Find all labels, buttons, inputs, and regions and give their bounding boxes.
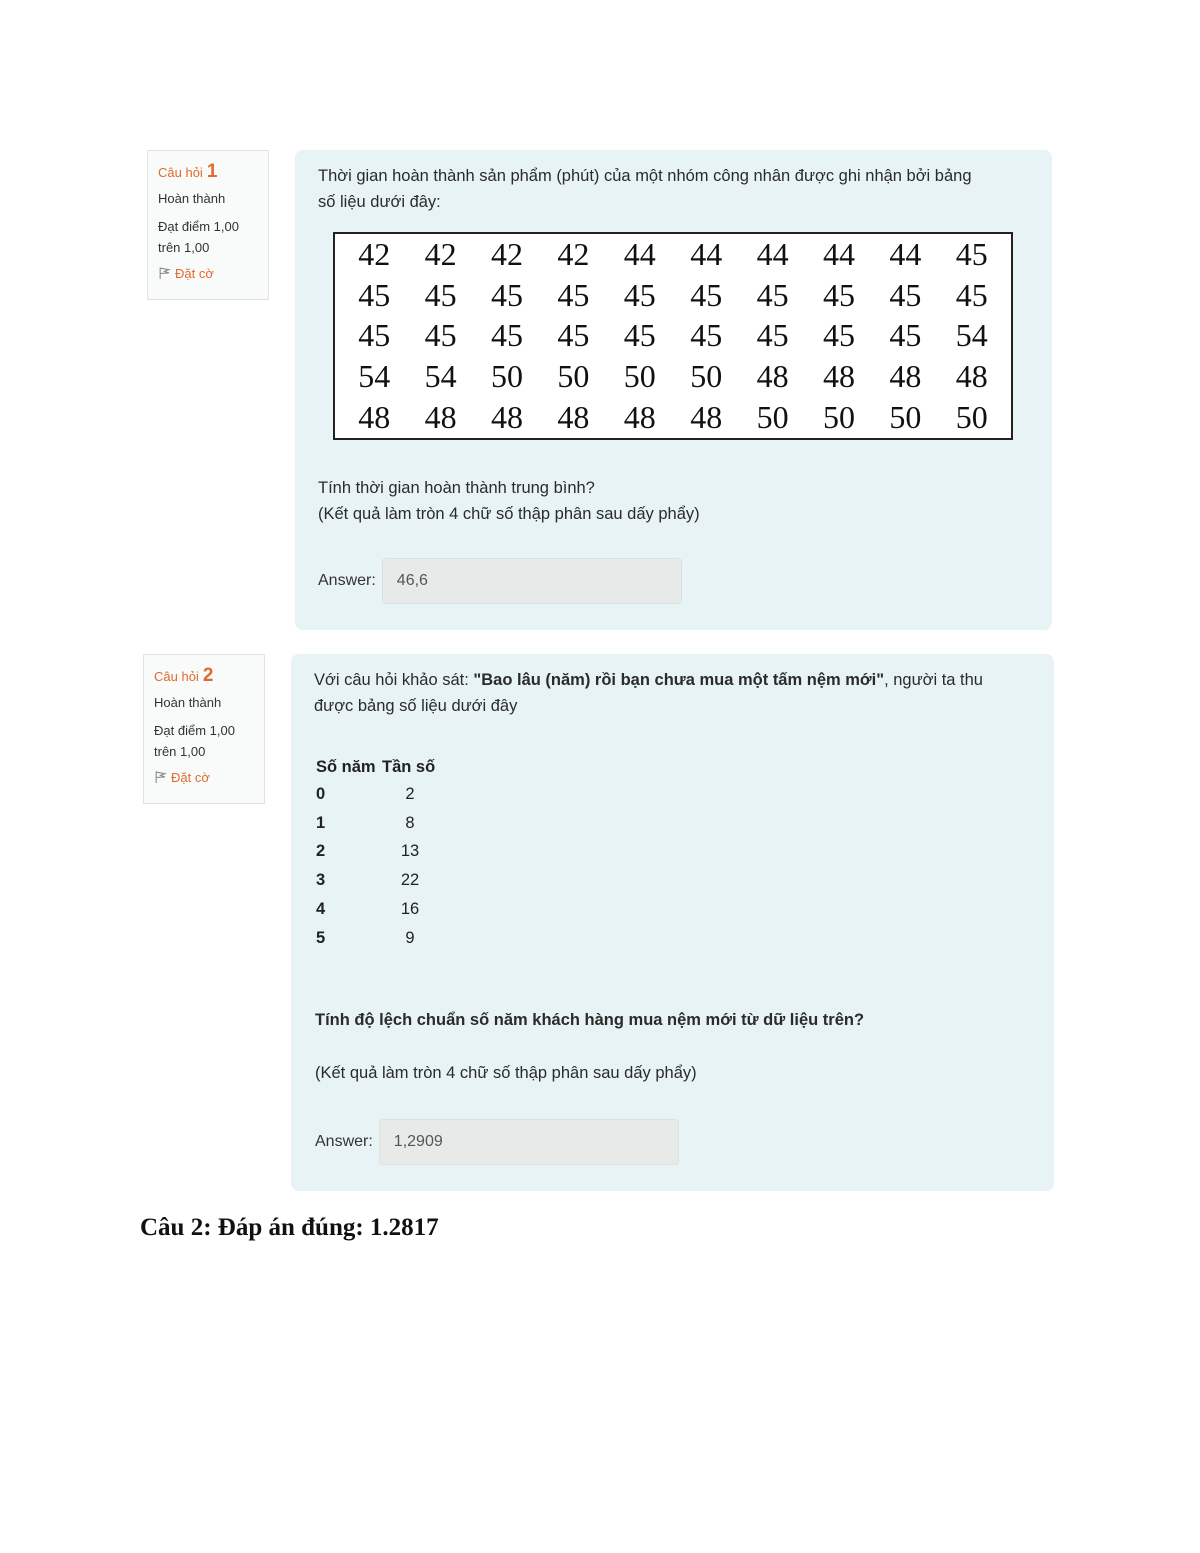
question-2-answer-row bbox=[315, 1119, 679, 1165]
data-cell: 48 bbox=[358, 399, 391, 436]
header-years: Số năm bbox=[316, 758, 376, 776]
question-1-number: Câu hỏi 1 bbox=[158, 161, 218, 182]
data-cell: 45 bbox=[822, 276, 855, 313]
question-1-answer-row bbox=[318, 558, 682, 604]
data-cell: 48 bbox=[822, 358, 855, 395]
data-cell: 45 bbox=[889, 276, 922, 313]
question-2-info bbox=[143, 654, 265, 804]
data-cell: 45 bbox=[822, 317, 855, 354]
table-row bbox=[316, 780, 438, 809]
table-row bbox=[316, 895, 438, 924]
table-row bbox=[316, 866, 438, 895]
data-cell: 45 bbox=[358, 276, 391, 313]
question-1-prompt: Tính thời gian hoàn thành trung bình? (Kết quả làm tròn 4 chữ số thập phân sau dấy phẩy) bbox=[318, 479, 700, 523]
data-cell: 45 bbox=[756, 276, 789, 313]
question-1-text: Thời gian hoàn thành sản phẩm (phút) của một nhóm công nhân được ghi nhận bởi bảng số liệu dưới đây: bbox=[318, 167, 972, 211]
data-cell: 42 bbox=[557, 235, 590, 272]
data-cell: 42 bbox=[490, 235, 523, 272]
data-cell: 45 bbox=[623, 276, 656, 313]
data-cell: 42 bbox=[358, 235, 391, 272]
data-cell: 50 bbox=[756, 399, 789, 436]
flag-icon bbox=[158, 267, 171, 280]
data-cell: 48 bbox=[557, 399, 590, 436]
data-cell: 48 bbox=[623, 399, 656, 436]
frequency-cell: 16 bbox=[400, 900, 420, 919]
data-cell: 54 bbox=[424, 358, 457, 395]
frequency-cell: 2 bbox=[405, 784, 415, 803]
question-1-answer-input[interactable]: 46,6 bbox=[382, 558, 682, 604]
question-2-frequency-table bbox=[316, 758, 438, 953]
flag-icon bbox=[154, 771, 167, 784]
data-cell: 45 bbox=[424, 317, 457, 354]
data-cell: 50 bbox=[690, 358, 723, 395]
data-cell: 45 bbox=[756, 317, 789, 354]
data-cell: 44 bbox=[623, 235, 656, 272]
data-cell: 45 bbox=[623, 317, 656, 354]
data-cell: 44 bbox=[756, 235, 789, 272]
question-1-data-table bbox=[333, 232, 1013, 440]
data-cell: 45 bbox=[557, 276, 590, 313]
question-2-flag-button[interactable]: Đặt cờ bbox=[154, 770, 264, 785]
frequency-cell: 13 bbox=[400, 842, 420, 861]
question-2-answer-input[interactable]: 1,2909 bbox=[379, 1119, 679, 1165]
frequency-cell: 22 bbox=[400, 871, 420, 890]
table-row bbox=[316, 924, 438, 953]
years-cell: 5 bbox=[316, 928, 326, 947]
data-cell: 50 bbox=[623, 358, 656, 395]
data-cell: 45 bbox=[358, 317, 391, 354]
frequency-table-header bbox=[316, 758, 438, 780]
data-cell: 48 bbox=[490, 399, 523, 436]
data-cell: 42 bbox=[424, 235, 457, 272]
data-cell: 48 bbox=[690, 399, 723, 436]
data-cell: 44 bbox=[822, 235, 855, 272]
table-row bbox=[316, 838, 438, 867]
years-cell: 2 bbox=[316, 842, 326, 861]
question-1-info bbox=[147, 150, 269, 300]
data-cell: 45 bbox=[889, 317, 922, 354]
data-cell: 48 bbox=[756, 358, 789, 395]
header-frequency: Tần số bbox=[382, 758, 436, 776]
data-cell: 45 bbox=[690, 276, 723, 313]
data-cell: 44 bbox=[690, 235, 723, 272]
frequency-cell: 8 bbox=[405, 813, 415, 832]
question-1-grade: Đạt điểm 1,00 trên 1,00 bbox=[158, 219, 239, 255]
data-cell: 50 bbox=[490, 358, 523, 395]
data-cell: 45 bbox=[557, 317, 590, 354]
data-cell: 54 bbox=[955, 317, 988, 354]
data-cell: 54 bbox=[358, 358, 391, 395]
data-cell: 48 bbox=[889, 358, 922, 395]
answer-label: Answer: bbox=[315, 1133, 373, 1150]
data-cell: 44 bbox=[889, 235, 922, 272]
question-1-state: Hoàn thành bbox=[158, 191, 226, 206]
data-cell: 45 bbox=[955, 235, 988, 272]
question-2-grade: Đạt điểm 1,00 trên 1,00 bbox=[154, 723, 235, 759]
years-cell: 4 bbox=[316, 900, 326, 919]
answer-label: Answer: bbox=[318, 572, 376, 589]
frequency-cell: 9 bbox=[405, 928, 415, 947]
correct-answer-note: Câu 2: Đáp án đúng: 1.2817 bbox=[140, 1214, 439, 1241]
years-cell: 1 bbox=[316, 813, 326, 832]
data-cell: 50 bbox=[889, 399, 922, 436]
table-row bbox=[316, 809, 438, 838]
question-2-text: Với câu hỏi khảo sát: "Bao lâu (năm) rồi bạn chưa mua một tấm nệm mới", người ta thu được bảng số liệu dưới đây bbox=[314, 671, 983, 715]
data-cell: 45 bbox=[490, 276, 523, 313]
years-cell: 3 bbox=[316, 871, 326, 890]
data-cell: 48 bbox=[955, 358, 988, 395]
question-2-prompt: Tính độ lệch chuẩn số năm khách hàng mua nệm mới từ dữ liệu trên? bbox=[315, 1011, 865, 1029]
data-cell: 50 bbox=[955, 399, 988, 436]
data-cell: 50 bbox=[822, 399, 855, 436]
data-cell: 45 bbox=[424, 276, 457, 313]
data-cell: 45 bbox=[490, 317, 523, 354]
question-2-state: Hoàn thành bbox=[154, 695, 222, 710]
data-cell: 45 bbox=[955, 276, 988, 313]
data-cell: 48 bbox=[424, 399, 457, 436]
data-cell: 45 bbox=[690, 317, 723, 354]
question-1-flag-button[interactable]: Đặt cờ bbox=[158, 266, 268, 281]
question-2-note: (Kết quả làm tròn 4 chữ số thập phân sau dấy phẩy) bbox=[315, 1064, 697, 1082]
years-cell: 0 bbox=[316, 784, 326, 803]
data-cell: 50 bbox=[557, 358, 590, 395]
question-2-number: Câu hỏi 2 bbox=[154, 665, 214, 686]
